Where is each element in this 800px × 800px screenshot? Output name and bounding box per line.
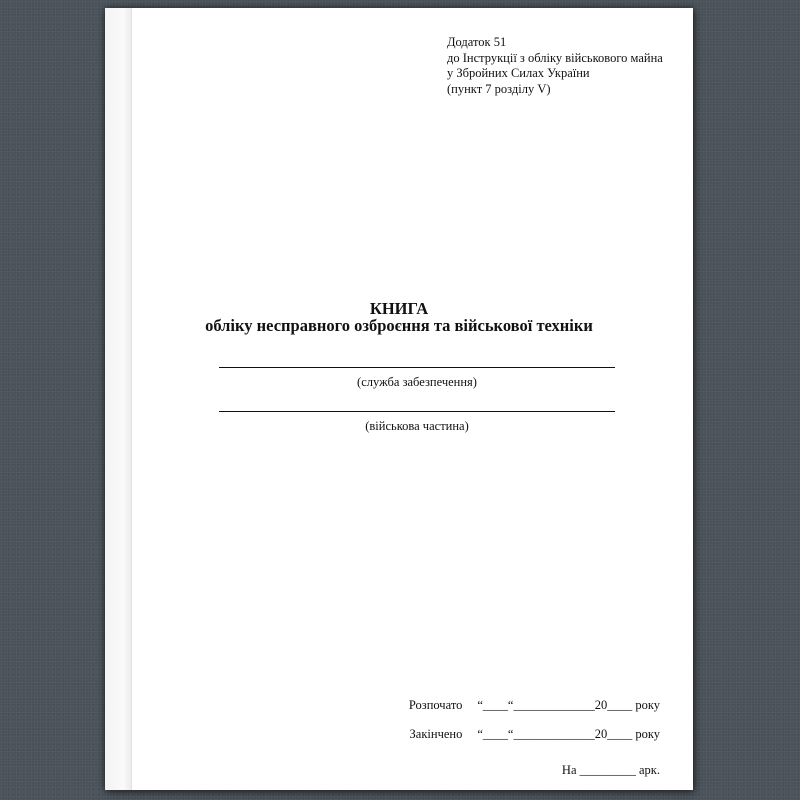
appendix-note — [447, 35, 663, 97]
unit-caption: (військова частина) — [365, 419, 469, 433]
appendix-reference: до Інструкції з обліку військового майна — [447, 50, 663, 65]
started-date-row — [409, 698, 660, 712]
title-heading: КНИГА — [369, 299, 429, 318]
service-caption: (служба забезпечення) — [357, 375, 477, 389]
page-binding-strip — [105, 8, 132, 790]
started-label: Розпочато — [408, 698, 463, 712]
finished-label: Закінчено — [409, 727, 463, 741]
appendix-number: Додаток 51 — [447, 35, 507, 49]
document-page — [105, 8, 693, 790]
finished-date-row — [410, 727, 660, 741]
appendix-section: (пункт 7 розділу V) — [447, 81, 551, 96]
title-subheading: обліку несправного озброєння та військової техніки — [205, 316, 593, 335]
unit-fill-line — [219, 411, 615, 412]
sheets-count: На _________ арк. — [561, 763, 660, 777]
finished-date-blank: “____“_____________20____ року — [477, 727, 660, 741]
started-date-blank: “____“_____________20____ року — [477, 698, 660, 712]
appendix-reference-forces: у Збройних Силах України — [447, 66, 590, 80]
service-fill-line — [219, 367, 615, 368]
document-title — [105, 300, 693, 334]
